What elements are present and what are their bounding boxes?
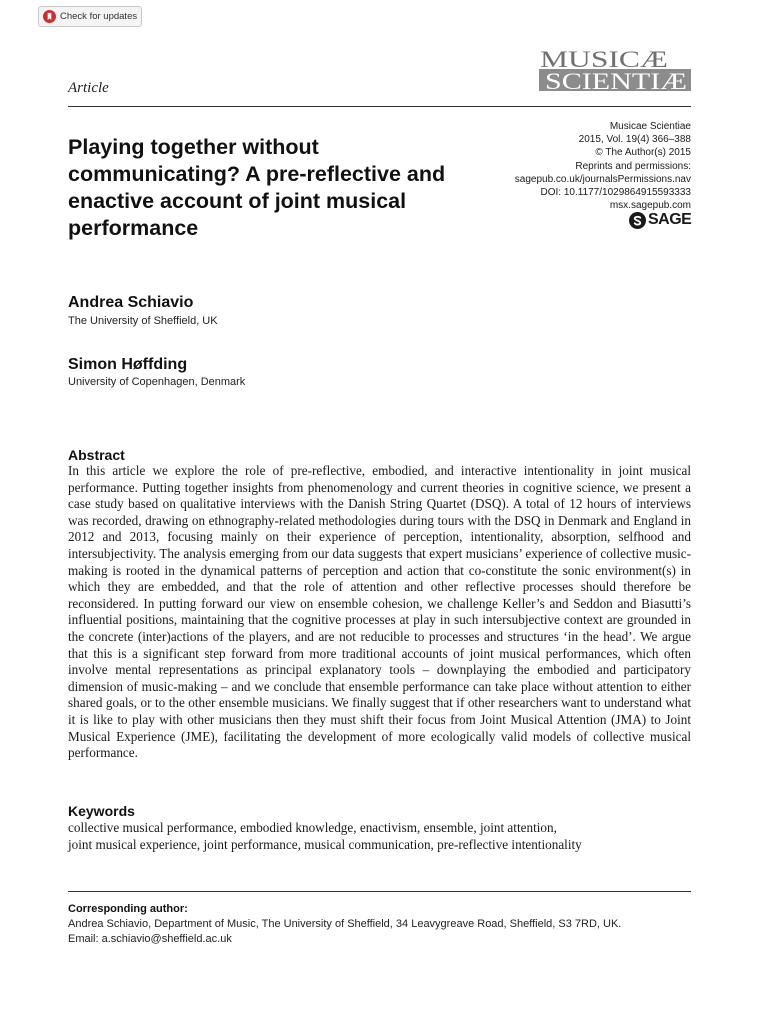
header-divider [68,106,691,107]
check-for-updates-button[interactable] [38,6,142,27]
publisher-logo [629,210,691,230]
footer-divider [68,891,691,892]
logo-line-2: SCIENTIÆ [545,69,687,91]
publication-metadata [461,120,691,212]
sage-s-icon [629,212,646,229]
author-affiliation-1: The University of Sheffield, UK [68,315,218,327]
article-type-label: Article [68,80,109,96]
article-title: Playing together without communicating? A pre-reflective and enactive account of joint musical performance [68,135,446,240]
reprints-label: Reprints and permissions: [575,160,691,172]
journal-logo [539,47,691,91]
volume-info: 2015, Vol. 19(4) 366–388 [578,134,691,146]
abstract-heading: Abstract [68,447,125,463]
journal-site-link[interactable]: msx.sagepub.com [609,200,691,212]
corresponding-author-address: Andrea Schiavio, Department of Music, The University of Sheffield, 34 Leavygreave Road, Sheffield, S3 7RD, UK. [68,918,622,930]
keywords-line-1: collective musical performance, embodied knowledge, enactivism, ensemble, joint attention, [68,820,557,835]
check-for-updates-label: Check for updates [60,11,138,22]
journal-name: Musicae Scientiae [609,121,691,132]
bookmark-refresh-icon [43,10,56,23]
permissions-link[interactable]: sagepub.co.uk/journalsPermissions.nav [514,173,691,185]
keywords-heading: Keywords [68,803,135,819]
publisher-name: SAGE [648,211,692,228]
keywords-line-2: joint musical experience, joint performance, musical communication, pre-reflective intentionality [68,837,582,852]
author-name-2: Simon Høffding [68,356,188,373]
corresponding-author-email[interactable]: Email: a.schiavio@sheffield.ac.uk [68,933,232,945]
abstract-body: In this article we explore the role of pre-reflective, embodied, and interactive intentionality in joint musical performance. Putting together insights from phenomenology and current theories in cognitive science, we present a case study based on qualitative interviews with the Danish String Quartet (DSQ). A total of 12 hours of interviews was recorded, drawing on ethnography-related methodologies during tours with the DSQ in Denmark and England in 2012 and 2013, focusing mainly on their experience of perception, intentionality, absorption, selfhood and intersubjectivity. The analysis emerging from our data suggests that expert musicians’ experience of collective music-making is rooted in the dynamical patterns of perception and action that co-constitute the sonic environment(s) in which they are embedded, and that the role of attention and other reflective processes should therefore be reconsidered. In putting forward our view on ensemble cohesion, we challenge Keller’s and Seddon and Biasutti’s influential positions, maintaining that the cognitive processes at play in such intersubjective context are grounded in the concrete (inter)actions of the players, and are not reducible to processes and structures ‘in the head’. We argue that this is a significant step forward from more traditional accounts of joint musical performances, which often involve mental representations as principal explanatory tools – downplaying the embodied and participatory dimension of music-making – and we conclude that ensemble performance can take place without attention to either shared goals, or to the other ensemble musicians. We finally suggest that if other researchers want to understand what it is like to play with other musicians then they must shift their focus from Joint Musical Attention (JMA) to Joint Musical Experience (JME), facilitating the development of more ecologically valid models of collective musical performance. [68,463,691,761]
author-affiliation-2: University of Copenhagen, Denmark [68,376,246,388]
copyright-line: © The Author(s) 2015 [595,147,691,159]
logo-line-1: MUSICÆ [540,47,668,72]
corresponding-author-heading: Corresponding author: [68,903,188,915]
doi-link[interactable]: DOI: 10.1177/1029864915593333 [540,187,691,199]
author-name-1: Andrea Schiavio [68,294,194,311]
